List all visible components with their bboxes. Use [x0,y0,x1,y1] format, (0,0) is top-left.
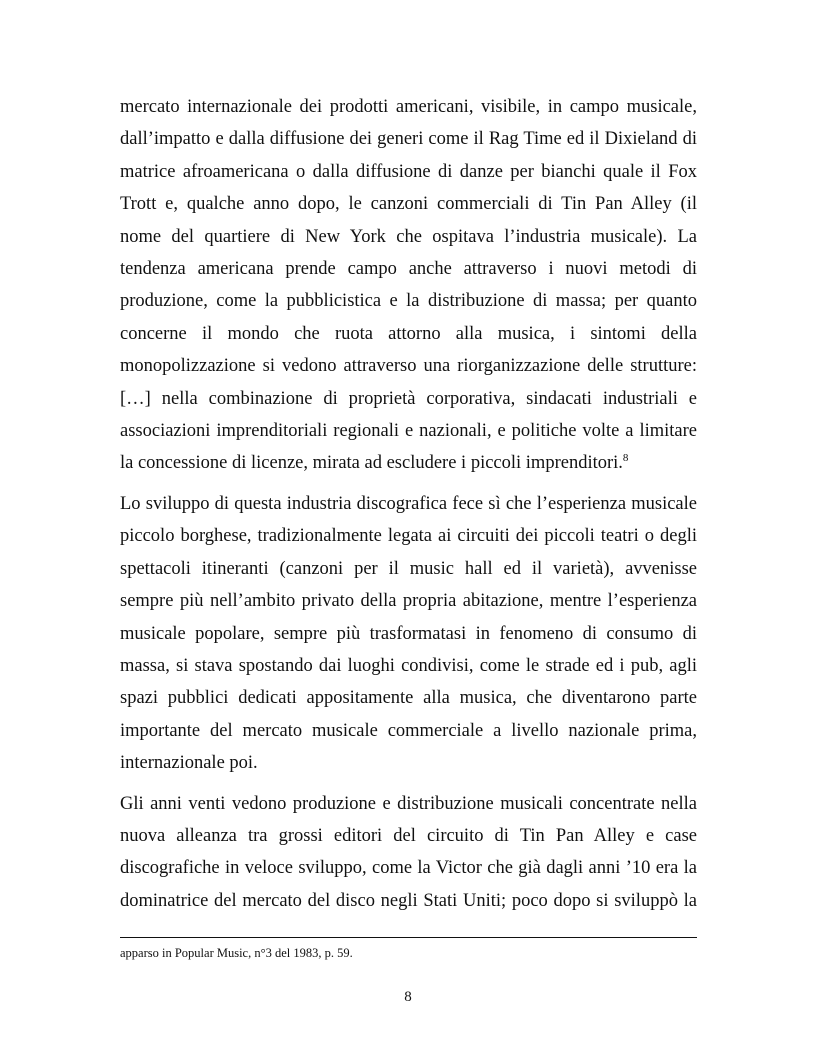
text-line: spazi pubblici dedicati appositamente alla musica, che diventarono parte [120,688,697,709]
footnote-separator [120,937,697,938]
text-line: musicale popolare, sempre più trasformatasi in fenomeno di consumo di [120,623,697,644]
text-line: sempre più nell’ambito privato della propria abitazione, mentre l’esperienza [120,591,697,612]
page-number: 8 [404,989,412,1005]
paragraph-3 [120,788,697,918]
text-line: mercato internazionale dei prodotti americani, visibile, in campo musicale, [120,97,697,117]
text-line: produzione, come la pubblicistica e la distribuzione di massa; per quanto [120,291,697,312]
paragraph-1 [120,91,697,480]
body-text [120,91,697,917]
quote-line: […] nella combinazione di proprietà corporativa, sindacati industriali e [120,388,697,409]
text-line: matrice afroamericana o dalla diffusione di danze per bianchi quale il Fox [120,161,697,182]
text-line: internazionale poi. [120,753,258,774]
footnote-reference[interactable]: 8 [622,452,629,465]
text-line: dall’impatto e dalla diffusione dei generi come il Rag Time ed il Dixieland di [120,129,697,150]
paragraph-2 [120,488,697,780]
text-line: Lo sviluppo di questa industria discografica fece sì che l’esperienza musicale [120,493,697,514]
quote-line: associazioni imprenditoriali regionali e nazionali, e politiche volte a limitare [120,421,697,442]
text-line: spettacoli itineranti (canzoni per il music hall ed il varietà), avvenisse [120,558,697,579]
text-line: piccolo borghese, tradizionalmente legata ai circuiti dei piccoli teatri o degli [120,526,697,547]
text-line: concerne il mondo che ruota attorno alla musica, i sintomi della [120,323,697,344]
text-line: Trott e, qualche anno dopo, le canzoni commerciali di Tin Pan Alley (il [120,194,697,215]
text-line: massa, si stava spostando dai luoghi condivisi, come le strade ed i pub, agli [120,655,697,676]
text-line: Gli anni venti vedono produzione e distribuzione musicali concentrate nella [120,793,697,814]
paragraph-gap [120,480,697,488]
text-line: monopolizzazione si vedono attraverso una riorganizzazione delle strutture: [120,356,697,377]
quote-line-last [120,447,697,479]
text-line: discografiche in veloce sviluppo, come la Victor che già dagli anni ’10 era la [120,858,697,879]
text-line: nome del quartiere di New York che ospitava l’industria musicale). La [120,226,697,247]
footnote: apparso in Popular Music, n°3 del 1983, p. 59. [120,946,353,960]
quote-line-text: la concessione di licenze, mirata ad escludere i piccoli imprenditori. [120,453,623,474]
paragraph-gap [120,780,697,788]
text-line: tendenza americana prende campo anche attraverso i nuovi metodi di [120,259,697,280]
text-line: dominatrice del mercato del disco negli Stati Uniti; poco dopo si sviluppò la [120,890,697,911]
text-line: nuova alleanza tra grossi editori del circuito di Tin Pan Alley e case [120,825,697,846]
text-line: importante del mercato musicale commerciale a livello nazionale prima, [120,720,697,741]
